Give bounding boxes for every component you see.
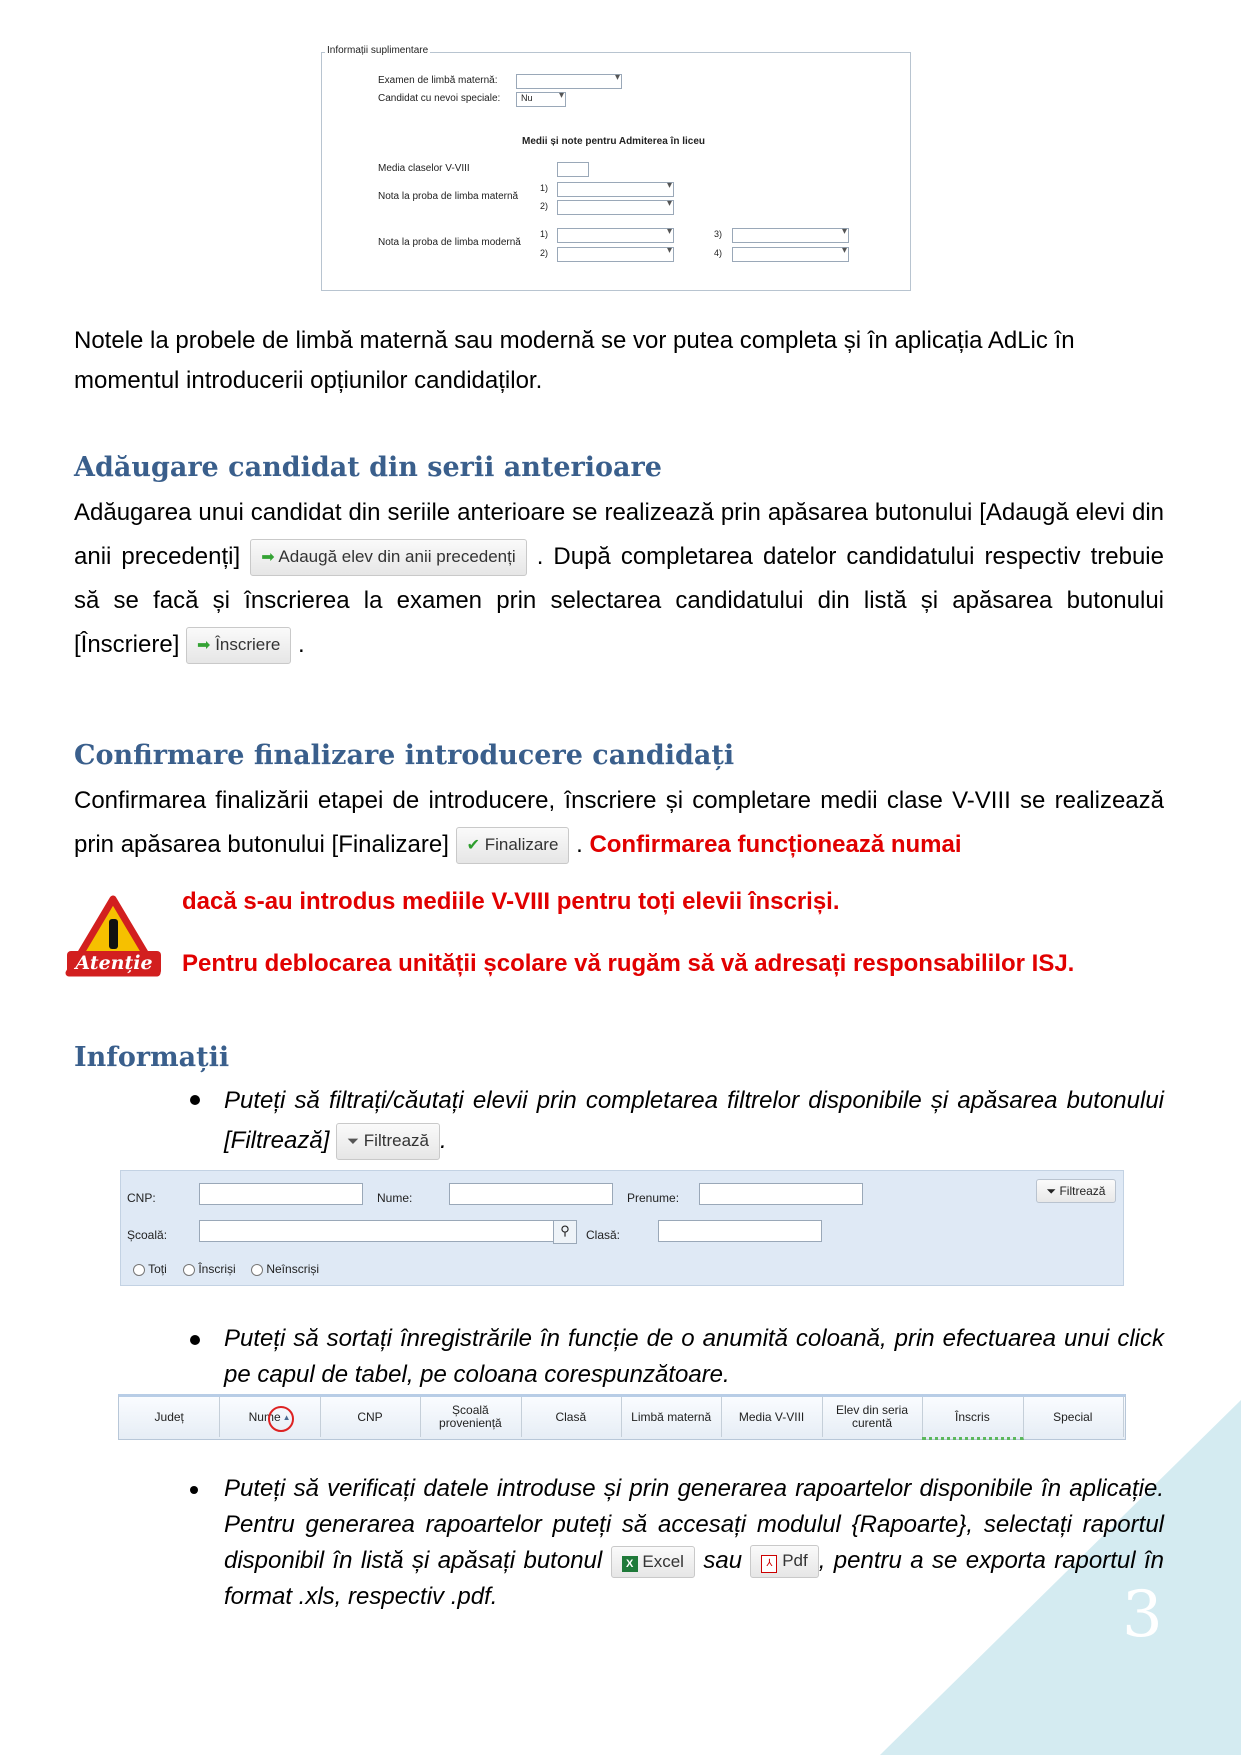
moderna-select-1[interactable] bbox=[557, 228, 674, 243]
inscriere-button[interactable] bbox=[186, 627, 291, 664]
section-title-confirm: Confirmare finalizare introducere candidați bbox=[74, 740, 735, 771]
column-header[interactable] bbox=[721, 1397, 822, 1437]
add-previous-years-label: Adaugă elev din anii precedenți bbox=[278, 547, 516, 567]
pdf-button[interactable] bbox=[750, 1545, 818, 1578]
sort-ascending-icon: ▲ bbox=[282, 1412, 291, 1422]
bullet-3 bbox=[190, 1486, 198, 1494]
media-label: Media claselor V-VIII bbox=[378, 163, 470, 174]
prenume-input[interactable] bbox=[699, 1183, 863, 1205]
column-header[interactable] bbox=[621, 1397, 722, 1437]
atentie-warning-sign bbox=[65, 895, 165, 985]
filter-panel bbox=[120, 1170, 1124, 1286]
section1-text-a: Adăugarea unui candidat din seriile anterioare se realizează prin apăsarea butonului [Adaugă elevi din anii precedenți] bbox=[74, 499, 1164, 570]
warning-text-b: dacă s-au introdus mediile V-VIII pentru toți elevii înscriși. bbox=[182, 888, 840, 915]
column-header[interactable] bbox=[420, 1397, 521, 1437]
special-value: Nu bbox=[521, 93, 533, 103]
column-header[interactable] bbox=[219, 1397, 320, 1437]
bullet1-end: . bbox=[439, 1127, 447, 1154]
moderna-label: Nota la proba de limba modernă bbox=[378, 237, 521, 248]
atentie-label: Atenție bbox=[67, 951, 161, 975]
intro-paragraph: Notele la probele de limbă maternă sau modernă se vor putea completa și în aplicația AdLic în momentul introducerii opțiunilor candidaților. bbox=[74, 327, 1075, 394]
column-header[interactable] bbox=[320, 1397, 421, 1437]
column-header-label: CNP bbox=[357, 1409, 383, 1424]
filter-icon: ⏷ bbox=[1046, 1184, 1057, 1198]
bullet2-text: Puteți să sortați înregistrările în funcție de o anumită coloană, prin efectuarea unui click pe capul de tabel, pe coloana corespunzătoare. bbox=[224, 1325, 1164, 1388]
bullet3-text bbox=[224, 1471, 1164, 1615]
bullet1-text-a: Puteți să filtrați/căutați elevii prin completarea filtrelor disponibile și apăsarea butonului [Filtrează] bbox=[224, 1087, 1164, 1154]
nume-label: Nume: bbox=[377, 1191, 413, 1205]
radio-toti[interactable] bbox=[133, 1262, 167, 1276]
column-header-label: Nume bbox=[248, 1409, 281, 1424]
moderna-n4: 4) bbox=[714, 248, 723, 258]
moderna-select-4[interactable] bbox=[732, 247, 849, 262]
radio-neinscrisi-label: Neînscriși bbox=[266, 1262, 320, 1276]
section1-text-c: . bbox=[298, 631, 305, 658]
pdf-icon: ⅄ bbox=[761, 1555, 777, 1573]
section1-paragraph bbox=[74, 491, 1164, 667]
section1-text-b: . După completarea datelor candidatului respectiv trebuie să se facă și înscrierea la examen prin selectarea candidatului din listă și apăsarea butonului [Înscriere] bbox=[74, 543, 1164, 658]
bullet-2 bbox=[190, 1335, 200, 1345]
column-header-label: Media V-VIII bbox=[738, 1409, 805, 1424]
clasa-input[interactable] bbox=[658, 1220, 822, 1242]
sau-text: sau bbox=[703, 1547, 743, 1574]
media-input[interactable] bbox=[557, 162, 589, 177]
radio-circle-icon bbox=[183, 1264, 195, 1276]
bullet3-text-a: Puteți să verificați datele introduse și prin generarea rapoartelor disponibile în aplicație. Pentru generarea rapoartelor puteți să accesați modulul {Rapoarte}, selectați raportul disponibil în listă și apăsați butonul bbox=[224, 1475, 1164, 1574]
table-header bbox=[118, 1394, 1126, 1440]
section2-paragraph bbox=[74, 779, 1164, 867]
radio-neinscrisi[interactable] bbox=[251, 1262, 319, 1276]
special-label: Candidat cu nevoi speciale: bbox=[378, 93, 501, 104]
column-header[interactable] bbox=[822, 1397, 923, 1437]
section2-text-a: Confirmarea finalizării etapei de introducere, înscriere și completare medii clase V-VIII se realizează prin apăsarea butonului [Finalizare] bbox=[74, 787, 1164, 858]
pdf-label: Pdf bbox=[782, 1551, 808, 1571]
cnp-label: CNP: bbox=[127, 1191, 156, 1205]
radio-toti-label: Toți bbox=[148, 1262, 167, 1276]
moderna-select-2[interactable] bbox=[557, 247, 674, 262]
add-previous-years-button[interactable] bbox=[250, 539, 526, 576]
column-header[interactable] bbox=[922, 1397, 1023, 1440]
filtreaza-inline-button[interactable] bbox=[336, 1123, 440, 1160]
filter-icon: ⏷ bbox=[347, 1133, 360, 1151]
prenume-label: Prenume: bbox=[627, 1191, 680, 1205]
additional-info-panel bbox=[321, 45, 911, 291]
check-icon: ✔ bbox=[466, 837, 480, 855]
column-header[interactable] bbox=[521, 1397, 622, 1437]
materna-select-1[interactable] bbox=[557, 182, 674, 197]
bullet1-text bbox=[224, 1081, 1164, 1161]
scoala-label: Școală: bbox=[127, 1228, 168, 1242]
materna-n1: 1) bbox=[540, 183, 549, 193]
excel-button[interactable] bbox=[611, 1546, 695, 1578]
special-select[interactable] bbox=[516, 92, 566, 107]
highlight-circle bbox=[268, 1406, 294, 1432]
page-number: 3 bbox=[1122, 1578, 1163, 1652]
filtreaza-inline-label: Filtrează bbox=[363, 1131, 429, 1151]
medii-title: Medii și note pentru Admiterea în liceu bbox=[522, 136, 705, 147]
excel-label: Excel bbox=[642, 1551, 684, 1571]
column-header-label: Limbă maternă bbox=[631, 1409, 712, 1424]
bullet-1 bbox=[190, 1095, 200, 1105]
column-header[interactable] bbox=[1023, 1397, 1124, 1437]
radio-inscrisi[interactable] bbox=[183, 1262, 236, 1276]
finalizare-label: Finalizare bbox=[484, 835, 559, 855]
column-header-label: Clasă bbox=[555, 1409, 587, 1424]
scoala-input[interactable] bbox=[199, 1220, 557, 1242]
exam-select[interactable] bbox=[516, 74, 622, 89]
materna-select-2[interactable] bbox=[557, 200, 674, 215]
column-header-label: Județ bbox=[154, 1409, 184, 1424]
warning-text-c: Pentru deblocarea unității școlare vă rugăm să vă adresați responsabililor ISJ. bbox=[182, 950, 1075, 977]
arrow-right-icon: ➡ bbox=[261, 549, 275, 567]
filtreaza-button-label: Filtrează bbox=[1059, 1184, 1106, 1198]
moderna-n2: 2) bbox=[540, 248, 549, 258]
materna-n2: 2) bbox=[540, 201, 549, 211]
exam-label: Examen de limbă maternă: bbox=[378, 75, 498, 86]
arrow-right-icon: ➡ bbox=[197, 637, 211, 655]
moderna-n3: 3) bbox=[714, 229, 723, 239]
column-header-label: Înscris bbox=[955, 1409, 990, 1424]
radio-circle-icon bbox=[251, 1264, 263, 1276]
column-header-label: Elev din seria curentă bbox=[835, 1403, 909, 1430]
nume-input[interactable] bbox=[449, 1183, 613, 1205]
panel-legend: Informații suplimentare bbox=[327, 45, 429, 56]
scoala-search-button[interactable] bbox=[553, 1220, 577, 1244]
search-icon: ⚲ bbox=[560, 1223, 570, 1238]
materna-label: Nota la proba de limba maternă bbox=[378, 191, 519, 202]
radio-circle-icon bbox=[133, 1264, 145, 1276]
column-header[interactable] bbox=[119, 1397, 220, 1437]
section2-text-b: . bbox=[576, 831, 583, 858]
moderna-select-3[interactable] bbox=[732, 228, 849, 243]
clasa-label: Clasă: bbox=[586, 1228, 621, 1242]
bullet3-text-b: , pentru a se exporta raportul în format .xls, respectiv .pdf. bbox=[224, 1547, 1164, 1610]
finalizare-button[interactable] bbox=[456, 827, 570, 864]
inscriere-label: Înscriere bbox=[215, 635, 281, 655]
cnp-input[interactable] bbox=[199, 1183, 363, 1205]
moderna-n1: 1) bbox=[540, 229, 549, 239]
column-header-label: Școală proveniență bbox=[439, 1403, 502, 1430]
warning-text-a: Confirmarea funcționează numai bbox=[589, 831, 962, 858]
filtreaza-button[interactable] bbox=[1036, 1179, 1116, 1203]
excel-icon: X bbox=[622, 1556, 638, 1572]
column-header-label: Special bbox=[1053, 1409, 1093, 1424]
section-title-add-candidate: Adăugare candidat din serii anterioare bbox=[74, 452, 662, 483]
section-title-info: Informații bbox=[74, 1042, 230, 1073]
radio-inscrisi-label: Înscriși bbox=[198, 1262, 236, 1276]
